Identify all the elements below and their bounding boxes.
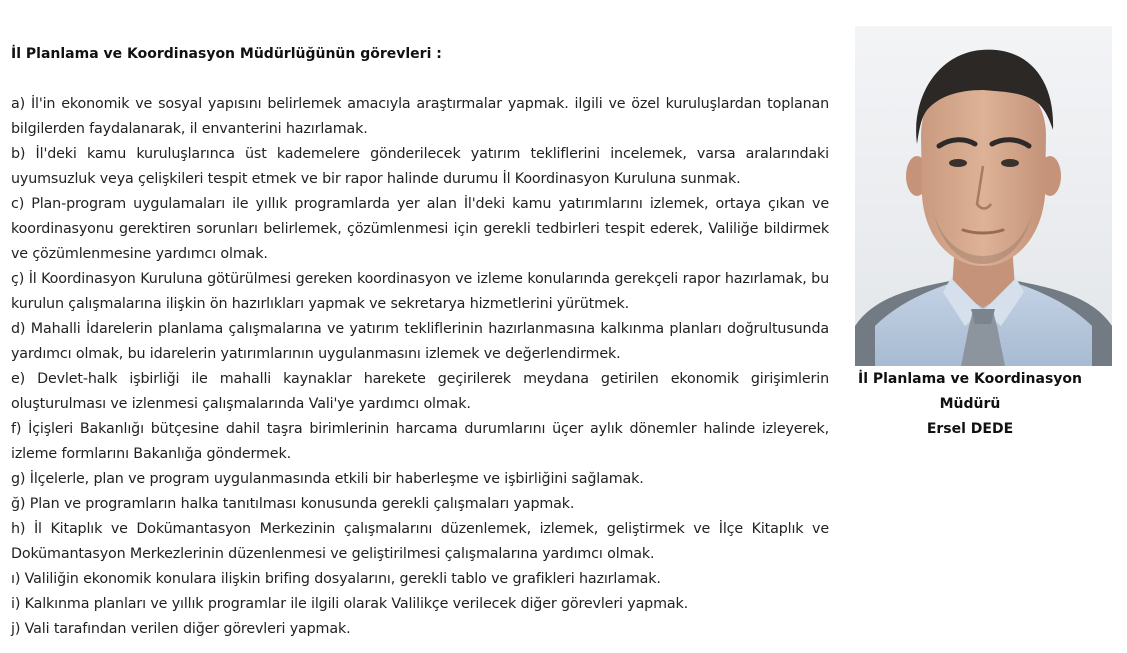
duty-item-h: h) İl Kitaplık ve Dokümantasyon Merkezinin çalışmalarını düzenlemek, izlemek, geliştirmek ve İlçe Kitaplık ve Dokümantasyon Merkezlerinin düzenlenmesi ve geliştirilmesi çalışmalarına yardımcı olmak. <box>11 521 829 562</box>
duty-item-dotless-i: ı) Valiliğin ekonomik konulara ilişkin brifing dosyalarını, gerekli tablo ve grafikleri hazırlamak. <box>11 571 661 587</box>
duty-item-e: e) Devlet-halk işbirliği ile mahalli kaynaklar harekete geçirilerek meydana getirilen ekonomik girişimlerin oluşturulması ve izlenmesi çalışmalarında Vali'ye yardımcı olmak. <box>11 371 829 412</box>
duty-item-g: g) İlçelerle, plan ve program uygulanmasında etkili bir haberleşme ve işbirliğini sağlamak. <box>11 471 644 487</box>
director-name: Ersel DEDE <box>926 421 1014 437</box>
duty-item-c: c) Plan-program uygulamaları ile yıllık programlarda yer alan İl'deki kamu yatırımlarını izlemek, ortaya çıkan ve koordinasyonu gerektiren sorunları belirlemek, çözümlenmesi için gerekli tedbirleri tespit ederek, Valiliğe bildirmek ve çözümlenmesine yardımcı olmak. <box>11 196 829 262</box>
page-heading: İl Planlama ve Koordinasyon Müdürlüğünün görevleri : <box>11 46 442 62</box>
duty-item-c-cedilla: ç) İl Koordinasyon Kuruluna götürülmesi gereken koordinasyon ve izleme konularında gerekçeli rapor hazırlamak, bu kurulun çalışmalarına ilişkin ön hazırlıkları yapmak ve sekretarya hizmetlerini yürütmek. <box>11 271 829 312</box>
duty-item-i: i) Kalkınma planları ve yıllık programlar ile ilgili olarak Valilikçe verilecek diğer görevleri yapmak. <box>11 596 689 612</box>
director-caption <box>855 367 1085 442</box>
duties-section <box>11 42 829 642</box>
director-title-line1: İl Planlama ve Koordinasyon <box>857 371 1083 387</box>
director-title-line2: Müdürü <box>939 396 1001 412</box>
duty-item-b: b) İl'deki kamu kuruluşlarınca üst kademelere gönderilecek yatırım tekliflerini incelemek, varsa aralarındaki uyumsuzluk veya çelişkileri tespit etmek ve bir rapor halinde durumu İl Koordinasyon Kuruluna sunmak. <box>11 146 829 187</box>
duty-item-g-breve: ğ) Plan ve programların halka tanıtılması konusunda gerekli çalışmaları yapmak. <box>11 496 575 512</box>
director-photo <box>855 26 1112 366</box>
director-panel <box>855 26 1112 442</box>
duty-item-j: j) Vali tarafından verilen diğer görevleri yapmak. <box>11 621 351 637</box>
duty-item-d: d) Mahalli İdarelerin planlama çalışmalarına ve yatırım tekliflerinin hazırlanmasına kalkınma planları doğrultusunda yardımcı olmak, bu idarelerin yatırımlarının uygulanmasını izlemek ve değerlendirmek. <box>11 321 829 362</box>
duty-item-a: a) İl'in ekonomik ve sosyal yapısını belirlemek amacıyla araştırmalar yapmak. ilgili ve özel kuruluşlardan toplanan bilgilerden faydalanarak, il envanterini hazırlamak. <box>11 96 829 137</box>
duty-item-f: f) İçişleri Bakanlığı bütçesine dahil taşra birimlerinin harcama durumlarını üçer aylık dönemler halinde izleyerek, izleme formlarını Bakanlığa göndermek. <box>11 421 829 462</box>
duties-list <box>11 92 829 642</box>
